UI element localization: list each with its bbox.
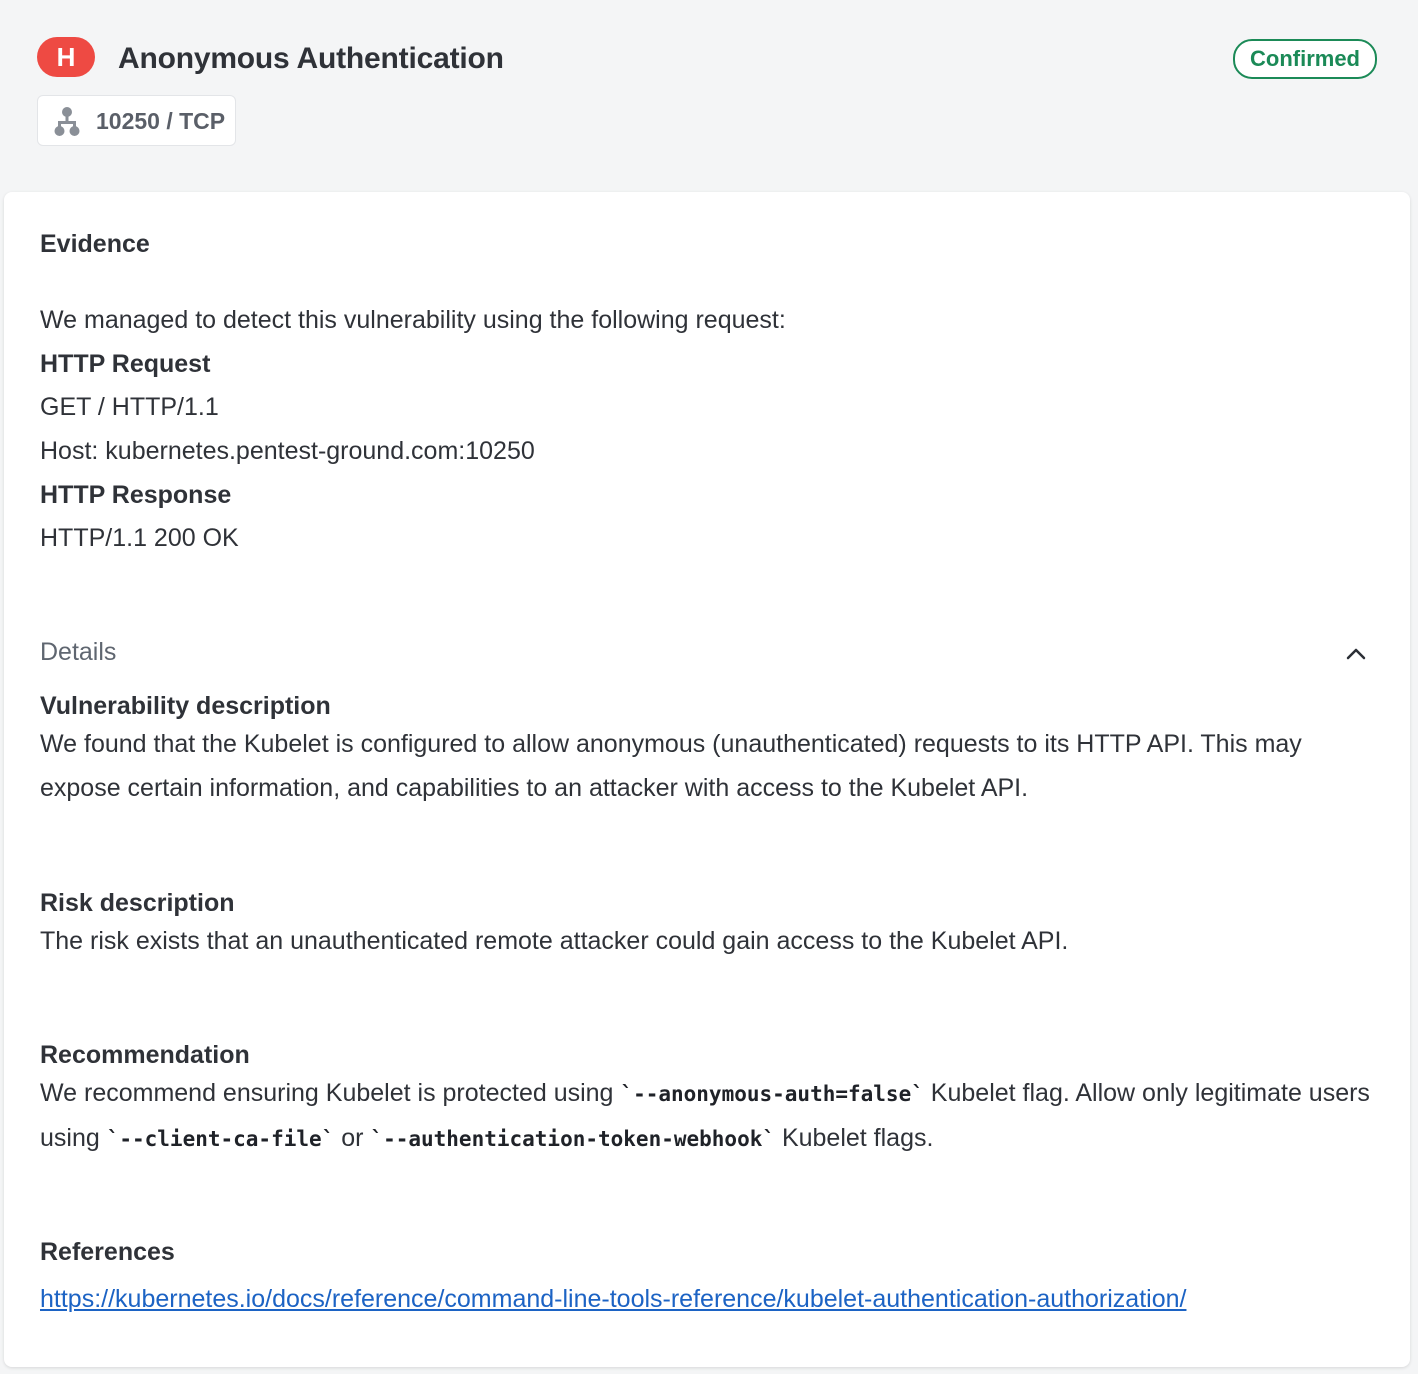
port-chip [37, 95, 236, 146]
evidence-heading: Evidence [40, 230, 150, 258]
finding-card [4, 192, 1410, 1367]
http-response-heading: HTTP Response [40, 481, 232, 509]
http-request-heading: HTTP Request [40, 350, 211, 378]
recommendation-text [40, 1071, 1370, 1161]
status-badge: Confirmed [1233, 39, 1377, 79]
reference-link[interactable]: https://kubernetes.io/docs/reference/command-line-tools-reference/kubelet-authentication-authorization/ [40, 1285, 1187, 1313]
risk-description-heading: Risk description [40, 889, 235, 917]
finding-title: Anonymous Authentication [118, 42, 504, 75]
recommendation-text-part: We recommend ensuring Kubelet is protected using [40, 1079, 621, 1107]
request-line: Host: kubernetes.pentest-ground.com:10250 [40, 437, 535, 465]
request-line: GET / HTTP/1.1 [40, 393, 219, 421]
code-authentication-token-webhook: `--authentication-token-webhook` [370, 1127, 775, 1151]
recommendation-text-part: Kubelet flag. Allow only legitimate users using [40, 1079, 1370, 1152]
risk-description-text: The risk exists that an unauthenticated remote attacker could gain access to the Kubelet API. [40, 927, 1069, 955]
vulnerability-description-text: We found that the Kubelet is configured to allow anonymous (unauthenticated) requests to its HTTP API. This may expose certain information, and capabilities to an attacker with access to the Kubelet API. [40, 730, 1302, 802]
code-client-ca-file: `--client-ca-file` [106, 1127, 335, 1151]
code-anonymous-auth: `--anonymous-auth=false` [620, 1082, 924, 1106]
references-list [40, 1285, 1186, 1314]
port-label: 10250 / TCP [96, 108, 226, 134]
severity-badge: H [37, 37, 95, 77]
evidence-intro: We managed to detect this vulnerability using the following request: [40, 306, 786, 334]
recommendation-heading: Recommendation [40, 1041, 250, 1069]
network-icon [52, 106, 82, 138]
recommendation-text-part: Kubelet flags. [775, 1124, 934, 1152]
chevron-up-icon[interactable] [1343, 641, 1369, 667]
details-toggle-label[interactable]: Details [40, 638, 117, 666]
references-heading: References [40, 1238, 175, 1266]
recommendation-text-part: or [334, 1124, 371, 1152]
vulnerability-description-heading: Vulnerability description [40, 692, 331, 720]
response-line: HTTP/1.1 200 OK [40, 524, 239, 552]
finding-header [0, 0, 1418, 190]
